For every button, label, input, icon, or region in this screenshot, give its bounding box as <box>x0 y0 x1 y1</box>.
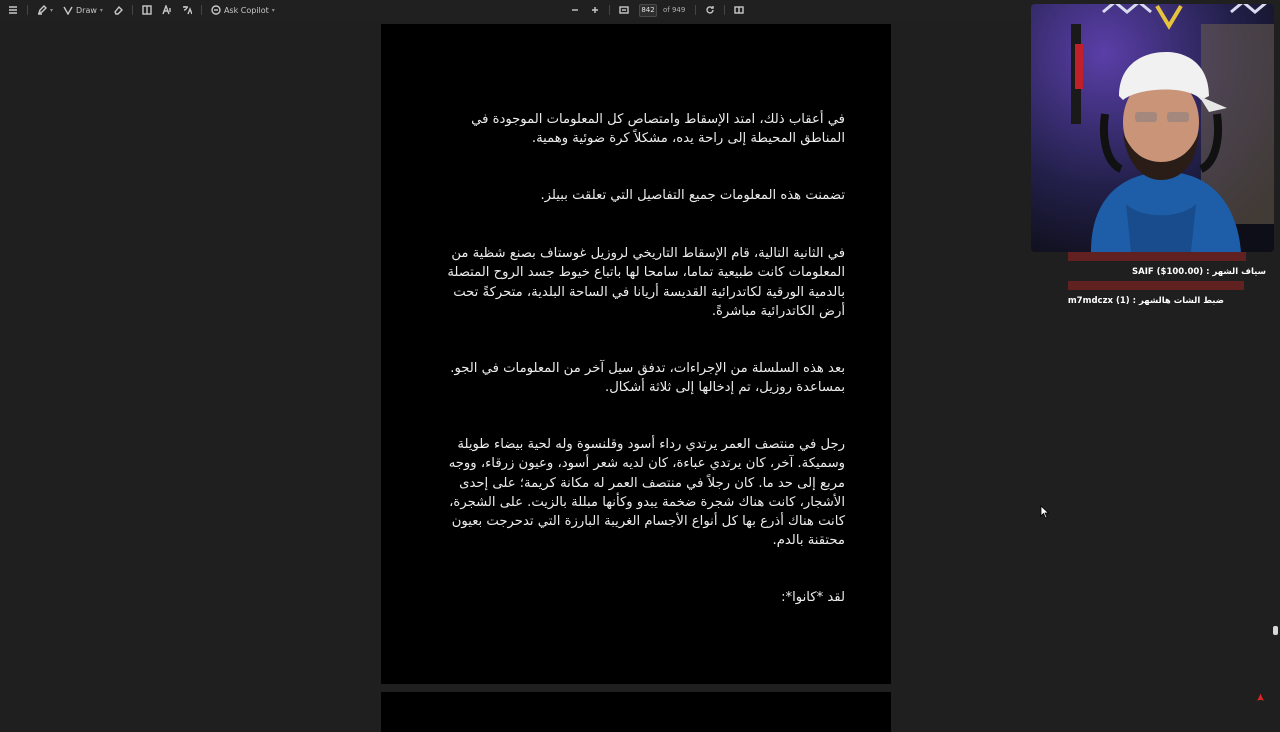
overlay-bar <box>1068 252 1246 261</box>
read-aloud-button[interactable] <box>158 2 176 18</box>
erase-button[interactable] <box>109 2 127 18</box>
toolbar-divider <box>27 5 28 15</box>
pen-icon <box>63 5 73 15</box>
paragraph: في الثانية التالية، قام الإسقاط التاريخي لروزيل غوستاف بصنع شظية من المعلومات كانت طبيعية تماما، سامحا لها باتباع خيوط جسد الروح المتصلة بالدمية الورقية لكاتدرائية القديسة أريانا في الساحة البلدية، متحركةً تحت أرض الكاتدرائية مباشرةً. <box>447 246 845 319</box>
paragraph: بعد هذه السلسلة من الإجراءات، تدفق سيل آخر من المعلومات في الجو. بمساعدة روزيل، تم إدخالها إلى ثلاثة أشكال. <box>450 361 845 396</box>
fit-page-button[interactable] <box>615 2 633 18</box>
scrollbar-thumb[interactable] <box>1273 626 1278 635</box>
translate-icon <box>182 5 192 15</box>
pdf-page <box>381 24 891 684</box>
streamer-webcam-image <box>1031 4 1274 252</box>
copilot-icon <box>211 5 221 15</box>
draw-button[interactable] <box>59 2 107 18</box>
list-icon <box>8 5 18 15</box>
translate-button[interactable] <box>178 2 196 18</box>
page-layout-button[interactable] <box>730 2 748 18</box>
chevron-down-icon: ▾ <box>271 6 275 14</box>
page-navigation <box>566 2 748 18</box>
pdf-next-page <box>381 692 891 732</box>
plus-icon <box>590 5 600 15</box>
fit-width-icon <box>619 5 629 15</box>
eraser-icon <box>113 5 123 15</box>
ask-copilot-label: Ask Copilot <box>223 5 269 15</box>
toolbar-divider <box>132 5 133 15</box>
paragraph: لقد *كانوا*: <box>781 590 845 605</box>
pdf-app-icon <box>1255 692 1266 703</box>
book-icon <box>734 5 744 15</box>
draw-label: Draw <box>76 5 97 15</box>
webcam-overlay <box>1031 4 1274 252</box>
overlay-bar <box>1068 281 1244 290</box>
ask-copilot-button[interactable] <box>207 2 279 18</box>
rotate-icon <box>705 5 715 15</box>
paragraph: في أعقاب ذلك، امتد الإسقاط وامتصاص كل المعلومات الموجودة في المناطق المحيطة إلى راحة يده، مشكلاً كرة ضوئية وهمية. <box>471 112 845 147</box>
view-button[interactable] <box>138 2 156 18</box>
toolbar-divider <box>724 5 725 15</box>
toolbar-divider <box>609 5 610 15</box>
paragraph: تضمنت هذه المعلومات جميع التفاصيل التي تعلقت ببيلز. <box>540 188 845 203</box>
zoom-out-button[interactable] <box>566 2 584 18</box>
contents-button[interactable] <box>4 2 22 18</box>
chevron-down-icon: ▾ <box>50 6 54 14</box>
highlighter-icon <box>37 5 47 15</box>
monthly-donor-line: SAIF ($100.00) : سياف الشهر <box>1132 267 1266 277</box>
rotate-button[interactable] <box>701 2 719 18</box>
paragraph: رجل في منتصف العمر يرتدي رداء أسود وقلنسوة وله لحية بيضاء طويلة وسميكة. آخر، كان يرتدي عباءة، كان لديه شعر أسود، وعيون زرقاء، ووجه مربع إلى حد ما. كان رجلاً في منتصف العمر له مكانة كريمة؛ على إحدى الأشجار، كانت هناك شجرة ضخمة يبدو وكأنها مبللة بالزيت. على الشجرة، كانت هناك أذرع بها كل أنواع الأجسام الغريبة البارزة التي تدحرجت بعيون محتقنة بالدم. <box>448 437 845 549</box>
minus-icon <box>570 5 580 15</box>
page-total: of 949 <box>663 6 686 14</box>
mouse-cursor-icon <box>1040 505 1050 519</box>
toolbar-divider <box>695 5 696 15</box>
toolbar-divider <box>201 5 202 15</box>
highlight-button[interactable] <box>33 2 57 18</box>
read-aloud-icon <box>162 5 172 15</box>
chevron-down-icon: ▾ <box>99 6 103 14</box>
page-view-icon <box>142 5 152 15</box>
page-number-input[interactable]: 842 <box>639 4 657 17</box>
chat-moderator-line: m7mdczx (1) : ضبط الشات هالشهر <box>1067 296 1224 306</box>
zoom-in-button[interactable] <box>586 2 604 18</box>
